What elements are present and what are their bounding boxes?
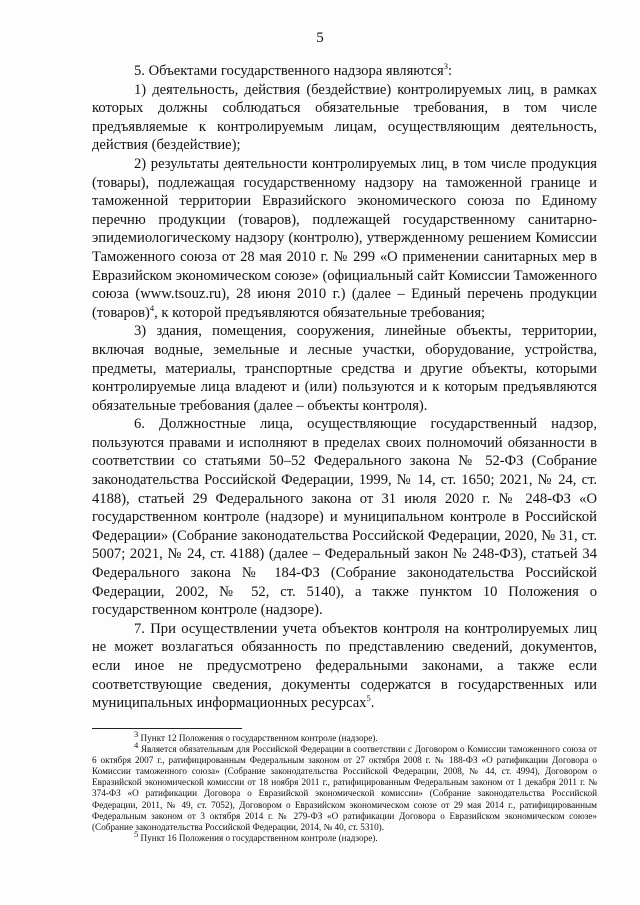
paragraph-item-6: 6. Должностные лица, осуществляющие государственный надзор, пользуются правами и исполняют в пределах своих полномочий обязанности в соответствии со статьями 50–52 Федерального закона № 52-ФЗ (Собрание законодательства Российской Федерации, 1999, № 14, ст. 1650; 2021, № 24, ст. 4188), статьей 29 Федерального закона от 31 июля 2020 г. № 248-ФЗ «О государственном контроле (надзоре) и муниципальном контроле в Российской Федерации» (Собрание законодательства Российской Федерации, 2020, № 31, ст. 5007; 2021, № 24, ст. 4188) (далее – Федеральный закон № 248-ФЗ), статьей 34 Федерального закона № 184-ФЗ (Собрание законодательства Российской Федерации, 2002, № 52, ст. 5140), а также пунктом 10 Положения о государственном контроле (надзоре). [92,416,597,619]
paragraph-subitem-1: 1) деятельность, действия (бездействие) контролируемых лиц, в рамках которых должны соблюдаться обязательные требования, в том числе предъявляемые к контролируемым лицам, осуществляющим деятельность, действия (бездействие); [92,81,597,154]
paragraph-item-7: 7. При осуществлении учета объектов контроля на контролируемых лиц не может возлагаться обязанность по представлению сведений, документов, если иное не предусмотрено федеральными законами, а также если соответствующие сведения, документы содержатся в государственных или муниципальных информационных ресурсах$^5$. [92,620,597,712]
paragraph-subitem-3: 3) здания, помещения, сооружения, линейные объекты, территории, включая водные, земельные и лесные участки, оборудование, устройства, предметы, материалы, транспортные средства и другие объекты, которыми контролируемые лица владеют и (или) пользуются и к которым предъявляются обязательные требования (далее – объекты контроля). [92,323,597,414]
footnote-ref: 4 [149,302,155,313]
footnote-item: $^4$ Является обязательным для Российской Федерации в соответствии с Договором о Комиссии таможенного союза от 6 октября 2007 г., ратифицированным Федеральным законом от 27 октября 2008 г. № 188-ФЗ «О ратификации Договора о Комиссии таможенного союза» (Собрание законодательства Российской Федерации, 2008, № 44, ст. 4994), Договором о Евразийской экономической комиссии от 18 ноября 2011 г., ратифицированным Федеральным законом от 1 декабря 2011 г. № 374-ФЗ «О ратификации Договора о Евразийской экономической комиссии» (Собрание законодательства Российской Федерации, 2011, № 49, ст. 7052), Договором о Евразийском экономическом союзе от 29 мая 2014 г., ратифицированным Федеральным законом от 3 октября 2014 г. № 279-ФЗ «О ратификации Договора о Евразийском экономическом союзе» (Собрание законодательства Российской Федерации, 2014, № 40, ст. 5310). [92,740,597,832]
footnote-divider [92,728,242,729]
paragraph-subitem-2: 2) результаты деятельности контролируемых лиц, в том числе продукция (товары), подлежащая государственному надзору на таможенной границе и таможенной территории Евразийского экономического союза по Единому перечню продукции (товаров), подлежащей государственному санитарно-эпидемиологическому надзору (контролю), утвержденному решением Комиссии Таможенного союза от 28 мая 2010 г. № 299 «О применении санитарных мер в Евразийском экономическом союзе» (официальный сайт Комиссии Таможенного союза (www.tsouz.ru), 28 июня 2010 г.) (далее – Единый перечень продукции (товаров)$^4$, к которой предъявляются обязательные требования; [92,155,597,321]
footnote-item: $^3$ Пункт 12 Положения о государственном контроле (надзоре). [134,728,378,743]
footnote-item: $^5$ Пункт 16 Положения о государственном контроле (надзоре). [134,828,378,843]
footnote-ref: 5 [366,693,371,704]
footnotes [92,728,597,844]
main-text [92,62,597,713]
paragraph-item-5: 5. Объектами государственного надзора являются$^3$: [134,61,453,79]
footnote-ref: 3 [443,61,449,72]
page-number: 5 [316,30,324,46]
